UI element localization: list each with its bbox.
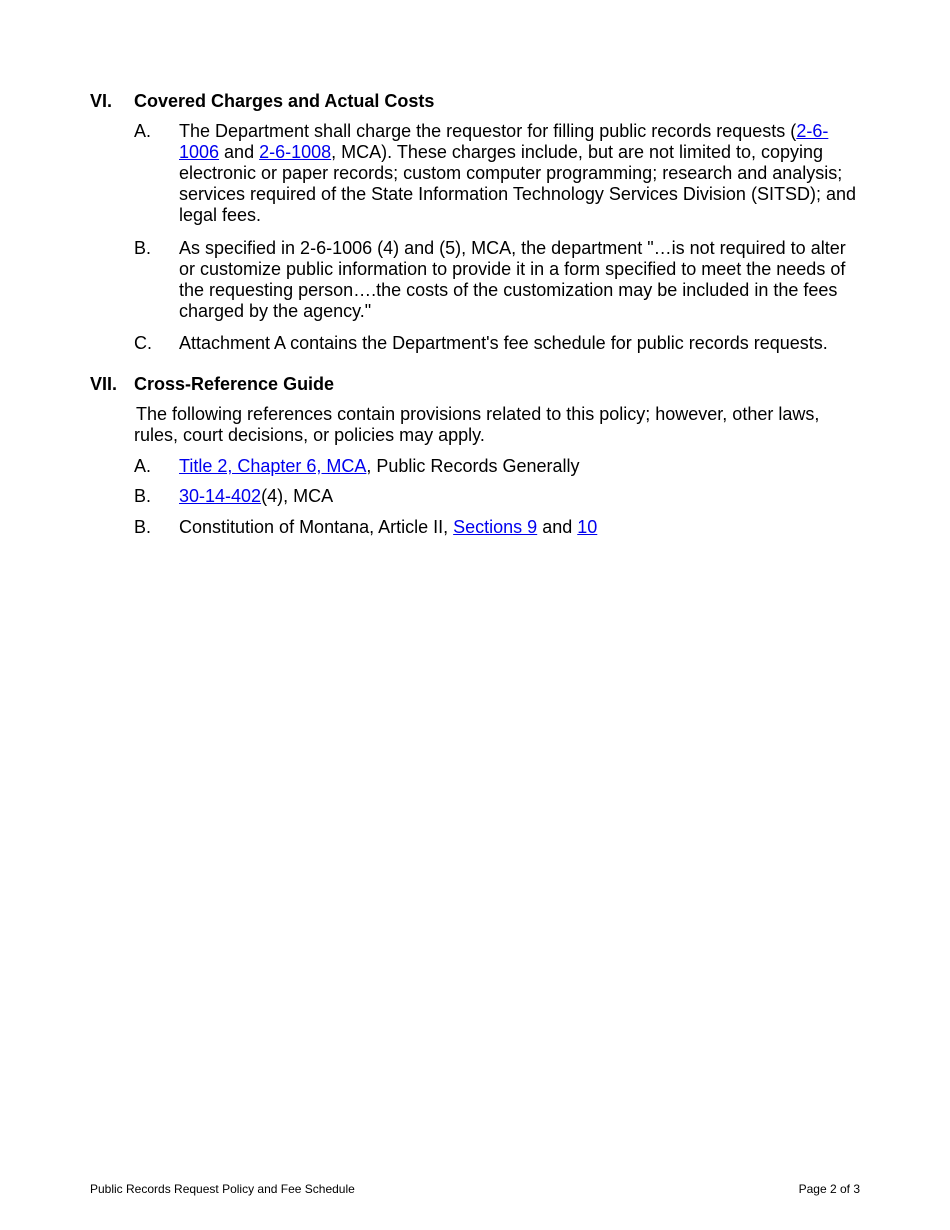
section-title: Cross-Reference Guide bbox=[134, 374, 335, 394]
item-text-part: (4), MCA bbox=[261, 486, 334, 506]
item-text: Attachment A contains the Department's fee schedule for public records requests. bbox=[179, 333, 828, 353]
link-section-10[interactable]: 10 bbox=[577, 517, 598, 537]
item-letter: B. bbox=[134, 238, 152, 258]
item-text bbox=[179, 121, 859, 226]
item-text-part: , Public Records Generally bbox=[366, 456, 580, 476]
item-text-part: and bbox=[219, 142, 260, 162]
item-text bbox=[179, 486, 859, 507]
item-text-part: The Department shall charge the requestor for filling public records requests ( bbox=[179, 121, 797, 141]
section-vii-intro: The following references contain provisions related to this policy; however, other laws, rules, court decisions, or policies may apply. bbox=[134, 404, 820, 445]
item-letter: A. bbox=[134, 121, 152, 141]
item-text-part: Constitution of Montana, Article II, bbox=[179, 517, 454, 537]
item-letter: A. bbox=[134, 456, 152, 476]
section-number: VII. bbox=[90, 374, 118, 394]
link-2-6-1006[interactable]: 2-6-1006 bbox=[179, 121, 829, 162]
item-text-part: , MCA). These charges include, but are not limited to, copying electronic or paper records; custom computer programming; research and analysis; services required of the State Information Technology Services Division (SITSD); and legal fees. bbox=[179, 142, 856, 225]
item-text bbox=[179, 456, 859, 477]
item-letter: B. bbox=[134, 486, 152, 506]
footer-page-number: Page 2 of 3 bbox=[798, 1182, 860, 1196]
item-letter: B. bbox=[134, 517, 152, 537]
item-text-part: and bbox=[537, 517, 578, 537]
section-number: VI. bbox=[90, 91, 113, 111]
item-text: As specified in 2-6-1006 (4) and (5), MCA, the department "…is not required to alter or customize public information to provide it in a form specified to meet the needs of the requesting person….the costs of the customization may be included in the fees charged by the agency." bbox=[179, 238, 846, 321]
item-letter: C. bbox=[134, 333, 152, 353]
link-sections-9[interactable]: Sections 9 bbox=[453, 517, 538, 537]
link-title-2-chapter-6[interactable]: Title 2, Chapter 6, MCA bbox=[179, 456, 367, 476]
link-30-14-402[interactable]: 30-14-402 bbox=[179, 486, 262, 506]
link-2-6-1008[interactable]: 2-6-1008 bbox=[259, 142, 332, 162]
section-title: Covered Charges and Actual Costs bbox=[134, 91, 435, 111]
item-text bbox=[179, 517, 859, 538]
footer-document-title: Public Records Request Policy and Fee Schedule bbox=[90, 1182, 355, 1196]
